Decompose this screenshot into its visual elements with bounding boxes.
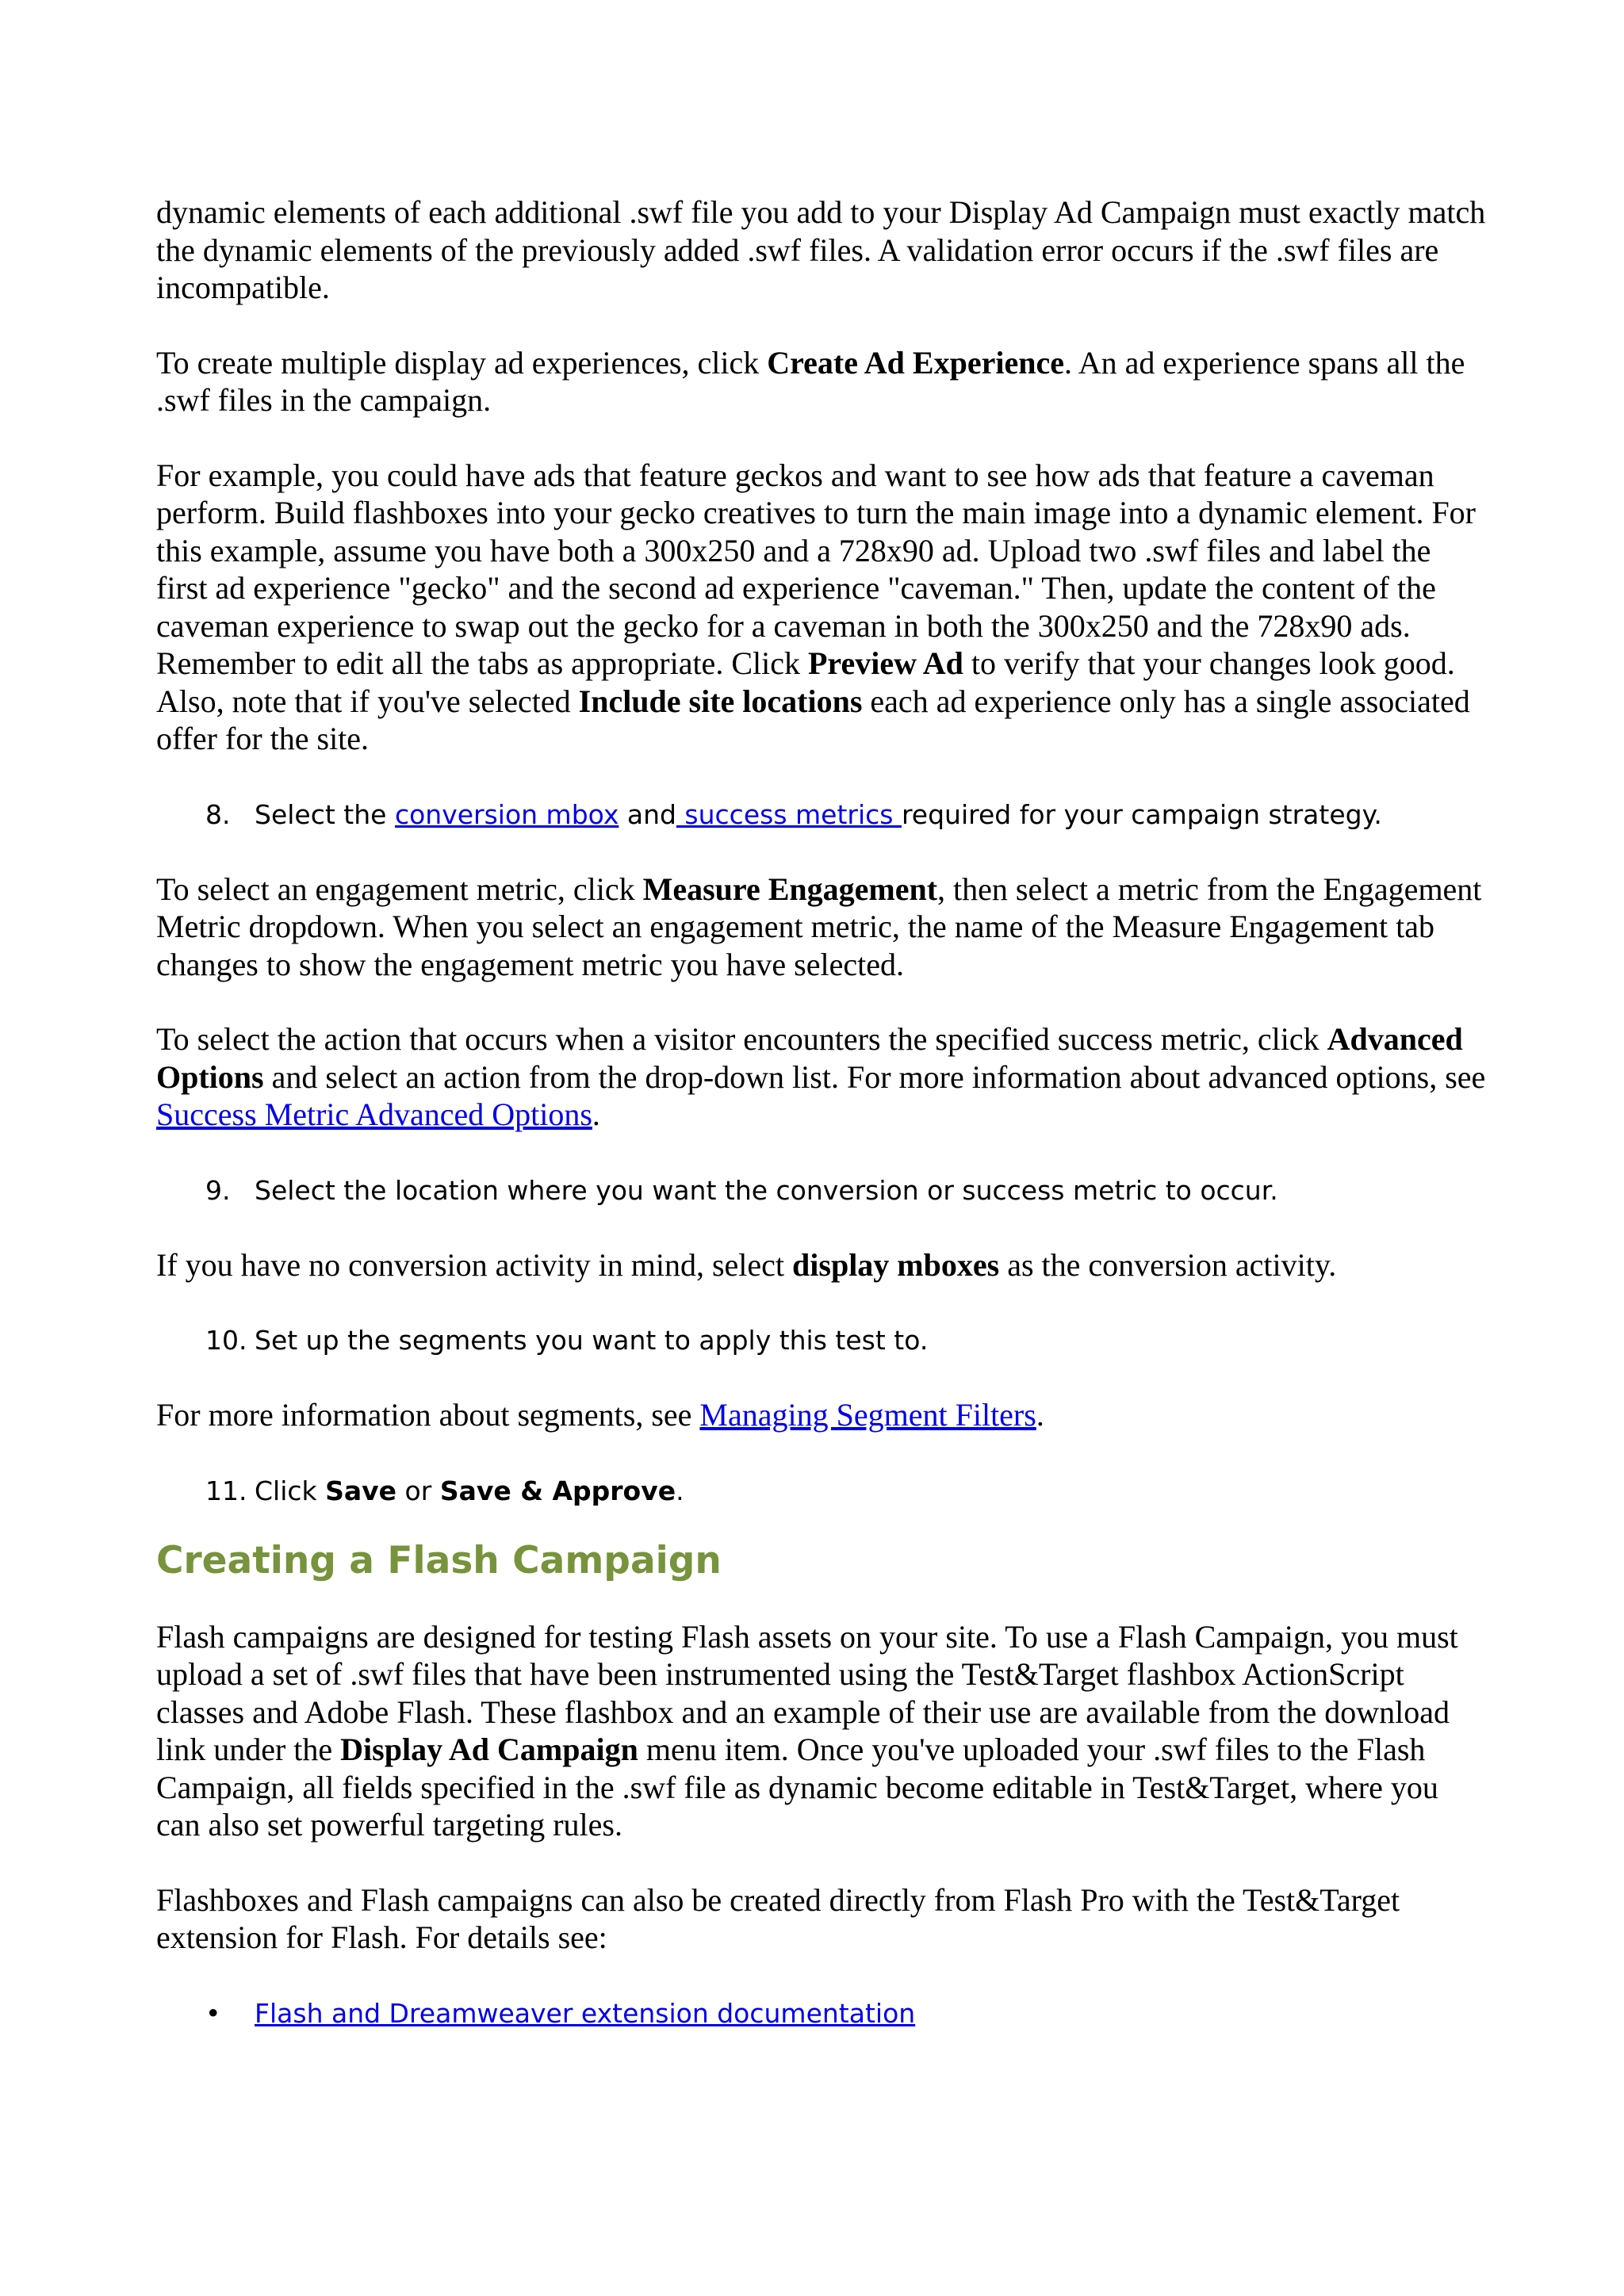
paragraph-no-conversion [156, 1246, 1488, 1284]
display-mboxes-term: display mboxes [792, 1246, 1000, 1283]
text: To select the action that occurs when a visitor encounters the specified success metric, click [156, 1021, 1327, 1057]
step-10 [156, 1323, 1488, 1358]
managing-segment-filters-link[interactable]: Managing Segment Filters [699, 1397, 1036, 1433]
section-heading: Creating a Flash Campaign [156, 1538, 722, 1582]
paragraph-advanced-options [156, 1020, 1488, 1134]
paragraph-engagement [156, 871, 1488, 984]
create-ad-experience-term: Create Ad Experience [767, 344, 1064, 381]
text: For example, you could have ads that feature geckos and want to see how ads that feature a caveman perform. Build flashboxes into your gecko creatives to turn the main image into a dynamic element. For this example, assume you have both a 300x250 and a 728x90 ad. Upload two .swf files and label the first ad experience "gecko" and the second ad experience "caveman." Then, update the content of the caveman experience to swap out the gecko for a caveman in both the 300x250 and the 728x90 ads. Remember to edit all the tabs as appropriate. Click [156, 457, 1477, 681]
paragraph-flash-campaigns [156, 1618, 1488, 1844]
success-metrics-link[interactable]: success metrics [676, 798, 902, 830]
text: each ad experience only has a single associated offer for the site. [156, 683, 1470, 756]
paragraph-example [156, 457, 1488, 758]
text: . [1036, 1397, 1044, 1433]
step-11 [156, 1474, 1488, 1509]
text: as the conversion activity. [999, 1246, 1337, 1283]
step-number: 11. [205, 1475, 247, 1506]
text: or [396, 1475, 440, 1506]
step-8 [156, 798, 1488, 832]
text: , then select a metric from the Engagement Metric dropdown. When you select an engagement metric, the name of the Measure Engagement tab changes to show the engagement metric you have selected. [156, 871, 1482, 982]
save-approve-term: Save & Approve [439, 1475, 676, 1506]
text: To select an engagement metric, click [156, 871, 643, 907]
text: required for your campaign strategy. [901, 798, 1382, 830]
step-number: 9. [205, 1174, 231, 1206]
text: If you have no conversion activity in mind, select [156, 1246, 793, 1283]
text: Click [255, 1475, 326, 1506]
paragraph-ad-experience [156, 344, 1488, 419]
bullet-dot: • [205, 1997, 221, 2029]
display-ad-campaign-term: Display Ad Campaign [340, 1732, 638, 1767]
paragraph-swf-compat: dynamic elements of each additional .swf file you add to your Display Ad Campaign must exactly match the dynamic elements of the previously added .swf files. A validation error occurs if the .swf files are incompatible. [156, 194, 1486, 305]
text: and [619, 798, 676, 830]
text: . [676, 1475, 684, 1506]
text: Select the location where you want the conversion or success metric to occur. [255, 1174, 1278, 1206]
flash-dreamweaver-docs-link[interactable]: Flash and Dreamweaver extension documentation [255, 1997, 916, 2029]
text: To create multiple display ad experiences, click [156, 344, 768, 381]
text: For more information about segments, see [156, 1397, 700, 1433]
document-page [156, 193, 1488, 2031]
text: . [592, 1096, 600, 1132]
save-term: Save [325, 1475, 397, 1506]
text: and select an action from the drop-down list. For more information about advanced options, see [263, 1058, 1486, 1095]
text: menu item. Once you've uploaded your .swf files to the Flash Campaign, all fields specified in the .swf file as dynamic become editable in Test&Target, where you can also set powerful targeting rules. [156, 1732, 1438, 1843]
step-number: 10. [205, 1325, 247, 1356]
conversion-mbox-link[interactable]: conversion mbox [394, 798, 619, 830]
advanced-options-term: Advanced Options [156, 1021, 1463, 1095]
step-9 [156, 1173, 1488, 1208]
success-metric-advanced-options-link[interactable]: Success Metric Advanced Options [156, 1096, 592, 1132]
preview-ad-term: Preview Ad [807, 645, 963, 681]
paragraph-segments [156, 1396, 1488, 1434]
measure-engagement-term: Measure Engagement [642, 871, 938, 907]
text: to verify that your changes look good. Also, note that if you've selected [156, 645, 1455, 719]
text: Select the [255, 798, 395, 830]
text: Set up the segments you want to apply this test to. [255, 1325, 929, 1356]
text: Flash campaigns are designed for testing Flash assets on your site. To use a Flash Campaign, you must upload a set of .swf files that have been instrumented using the Test&Target flashbox ActionScript classes and Adobe Flash. These flashbox and an example of their use are available from the download link under the [156, 1618, 1458, 1767]
include-site-locations-term: Include site locations [578, 683, 863, 719]
paragraph-flashboxes: Flashboxes and Flash campaigns can also be created directly from Flash Pro with the Test&Target extension for Flash. For details see: [156, 1881, 1400, 1955]
text: . An ad experience spans all the .swf files in the campaign. [156, 344, 1465, 418]
step-number: 8. [205, 798, 231, 830]
bullet-item [156, 1996, 1488, 2031]
